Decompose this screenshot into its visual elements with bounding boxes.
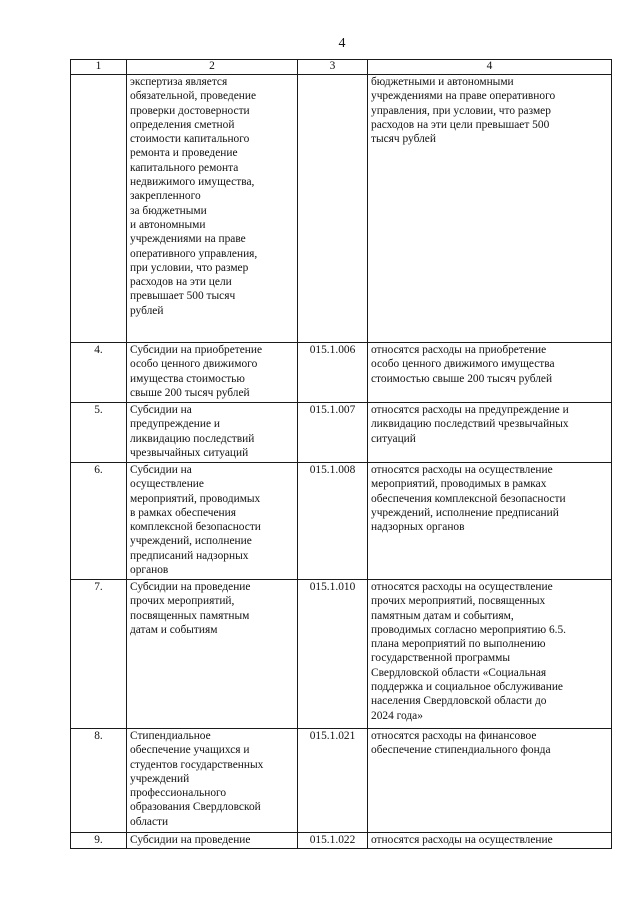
table-row bbox=[71, 343, 612, 403]
table-row bbox=[71, 580, 612, 729]
row-description-cell bbox=[368, 580, 612, 729]
row-code-cell bbox=[298, 833, 368, 849]
row-name: Стипендиальное обеспечение учащихся и студентов государственных учреждений профессионального образования Свердловской области bbox=[130, 730, 264, 828]
table-row bbox=[71, 833, 612, 849]
row-description: относятся расходы на осуществление мероприятий, проводимых в рамках обеспечения комплексной безопасности учреждений, исполнение предписаний надзорных органов bbox=[371, 464, 566, 534]
table-row bbox=[71, 729, 612, 833]
subsidy-codes-table bbox=[70, 59, 612, 849]
row-number: 4. bbox=[94, 344, 103, 356]
row-description: бюджетными и автономными учреждениями на праве оперативного управления, при условии, что размер расходов на эти цели превышает 500 тысяч рублей bbox=[371, 76, 556, 146]
row-description-cell bbox=[368, 403, 612, 463]
row-code: 015.1.021 bbox=[309, 730, 356, 742]
column-header-1: 1 bbox=[71, 60, 127, 75]
row-number-cell bbox=[71, 463, 127, 580]
row-name: Субсидии на проведение bbox=[130, 834, 251, 846]
row-code: 015.1.007 bbox=[309, 404, 356, 416]
row-name-cell bbox=[127, 463, 298, 580]
row-description-cell bbox=[368, 729, 612, 833]
row-code: 015.1.022 bbox=[309, 834, 356, 846]
row-name-cell bbox=[127, 729, 298, 833]
row-description: относятся расходы на финансовое обеспечение стипендиального фонда bbox=[371, 730, 551, 757]
row-name: Субсидии на приобретение особо ценного движимого имущества стоимостью свыше 200 тысяч рублей bbox=[130, 344, 263, 399]
row-description-cell bbox=[368, 463, 612, 580]
row-name-cell bbox=[127, 343, 298, 403]
row-code-cell bbox=[298, 403, 368, 463]
row-description-cell bbox=[368, 343, 612, 403]
row-description: относятся расходы на предупреждение и ликвидацию последствий чрезвычайных ситуаций bbox=[371, 404, 569, 445]
table-row bbox=[71, 75, 612, 343]
row-number-cell bbox=[71, 75, 127, 343]
row-name-cell bbox=[127, 403, 298, 463]
row-code: 015.1.010 bbox=[309, 581, 356, 593]
row-code-cell bbox=[298, 729, 368, 833]
row-number: 7. bbox=[94, 581, 103, 593]
row-code-cell bbox=[298, 343, 368, 403]
row-number-cell bbox=[71, 833, 127, 849]
row-name: Субсидии на проведение прочих мероприятий, посвященных памятным датам и событиям bbox=[130, 581, 251, 636]
row-number: 6. bbox=[94, 464, 103, 476]
column-header-4: 4 bbox=[368, 60, 612, 75]
row-code-cell bbox=[298, 463, 368, 580]
table-row bbox=[71, 463, 612, 580]
row-number: 5. bbox=[94, 404, 103, 416]
row-number: 9. bbox=[94, 834, 103, 846]
row-code: 015.1.006 bbox=[309, 344, 356, 356]
row-name-cell bbox=[127, 75, 298, 343]
row-code-cell bbox=[298, 75, 368, 343]
row-description-cell bbox=[368, 833, 612, 849]
row-code: 015.1.008 bbox=[309, 464, 356, 476]
row-number: 8. bbox=[94, 730, 103, 742]
row-number-cell bbox=[71, 729, 127, 833]
row-description: относятся расходы на осуществление bbox=[371, 834, 553, 846]
row-name-cell bbox=[127, 833, 298, 849]
column-header-2: 2 bbox=[127, 60, 298, 75]
row-number-cell bbox=[71, 343, 127, 403]
row-code-cell bbox=[298, 580, 368, 729]
row-name: экспертиза является обязательной, проведение проверки достоверности определения сметной стоимости капитального ремонта и проведение капитального ремонта недвижимого имущества, закрепленного за бюджетными и автономными учреждениями на праве оперативного управления, при условии, что размер расходов на эти цели превышает 500 тысяч рублей bbox=[130, 76, 258, 317]
table-row bbox=[71, 403, 612, 463]
table-header-row bbox=[71, 60, 612, 75]
row-description: относятся расходы на осуществление прочих мероприятий, посвященных памятным датам и событиям, проводимых согласно мероприятию 6.5. плана мероприятий по выполнению государственной программы Свердловской области «Социальная поддержка и социальное обслуживание населения Свердловской области до 2024 года» bbox=[371, 581, 567, 722]
row-description-cell bbox=[368, 75, 612, 343]
row-number-cell bbox=[71, 403, 127, 463]
row-number-cell bbox=[71, 580, 127, 729]
page-number: 4 bbox=[338, 36, 346, 51]
row-name-cell bbox=[127, 580, 298, 729]
row-name: Субсидии на предупреждение и ликвидацию последствий чрезвычайных ситуаций bbox=[130, 404, 255, 459]
row-name: Субсидии на осуществление мероприятий, проводимых в рамках обеспечения комплексной безопасности учреждений, исполнение предписаний надзорных органов bbox=[130, 464, 261, 577]
row-description: относятся расходы на приобретение особо ценного движимого имущества стоимостью свыше 200 тысяч рублей bbox=[371, 344, 555, 385]
column-header-3: 3 bbox=[298, 60, 368, 75]
